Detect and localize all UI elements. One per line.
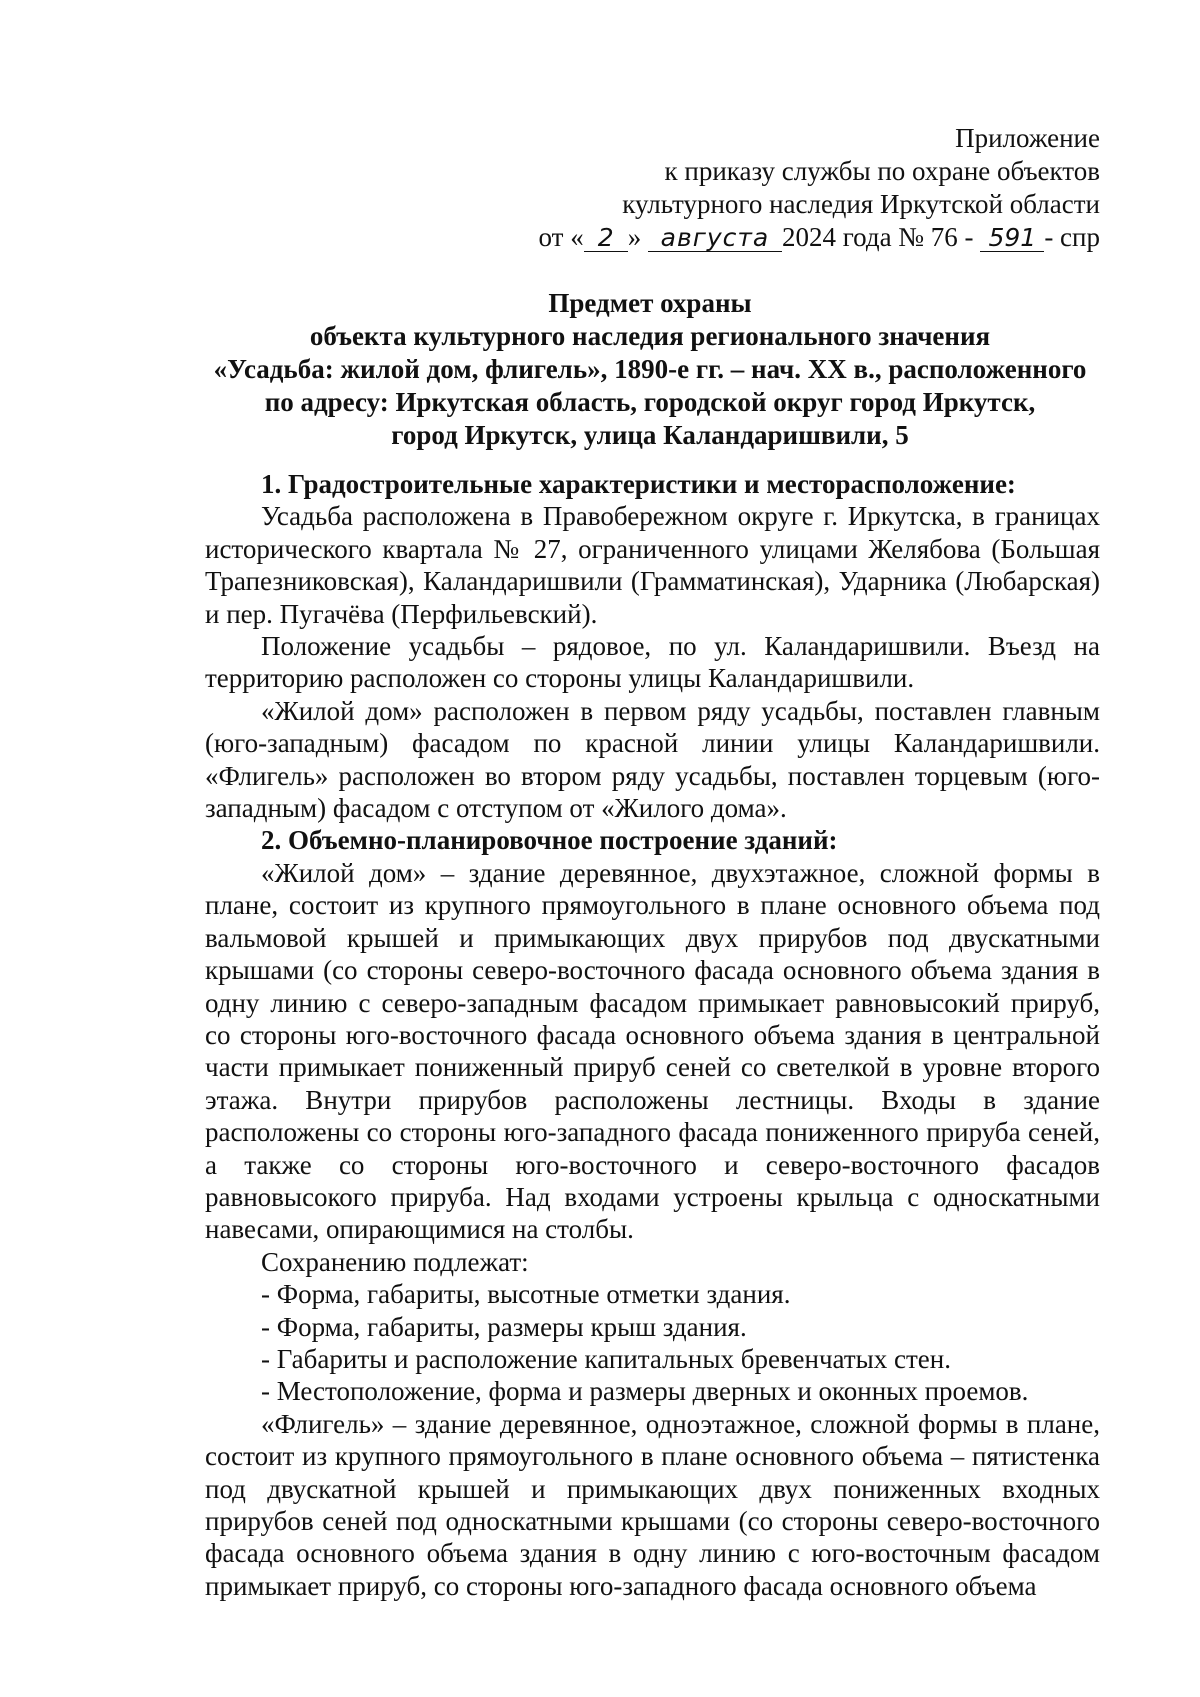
handwritten-day: 2 bbox=[584, 225, 628, 252]
handwritten-order-number: 591 bbox=[980, 225, 1044, 252]
section-heading: 2. Объемно-планировочное построение зданий: bbox=[261, 825, 838, 856]
list-item: - Габариты и расположение капитальных бревенчатых стен. bbox=[261, 1343, 951, 1374]
paragraph: «Жилой дом» – здание деревянное, двухэтажное, сложной формы в плане, состоит из крупного прямоугольного в плане основного объема под вальмовой крышей и примыкающих двух прирубов под двускатными крышами (со стороны северо-восточного фасада основного объема здания в одну линию с северо-западным фасадом примыкает равновысокий прируб, со стороны юго-восточного фасада основного объема здания в центральной части примыкает пониженный прируб сеней со светелкой в уровне второго этажа. Внутри прирубов расположены лестницы. Входы в здание расположены со стороны юго-западного фасада пониженного прируба сеней, а также со стороны юго-восточного и северо-восточного фасадов равновысокого прируба. Над входами устроены крыльца с односкатными навесами, опирающимися на столбы. bbox=[205, 857, 1100, 1245]
preserve-intro: Сохранению подлежат: bbox=[261, 1246, 529, 1277]
appendix-order-ref: к приказу службы по охране объектов bbox=[664, 156, 1100, 186]
paragraph: «Флигель» – здание деревянное, одноэтажное, сложной формы в плане, состоит из крупного прямоугольного в плане основного объема – пятистенка под двускатной крышей и примыкающих двух пониженных входных прирубов сеней под односкатными крышами (со стороны северо-восточного фасада основного объема здания в одну линию с юго-восточным фасадом примыкает прируб, со стороны юго-западного фасада основного объема bbox=[205, 1408, 1100, 1601]
paragraph: «Жилой дом» расположен в первом ряду усадьбы, поставлен главным (юго-западным) фасадом по красной линии улицы Каландаришвили. «Флигель» расположен во втором ряду усадьбы, поставлен торцевым (юго-западным) фасадом с отступом от «Жилого дома». bbox=[205, 695, 1100, 824]
document-body bbox=[205, 468, 1100, 1602]
list-item: - Местоположение, форма и размеры дверных и оконных проемов. bbox=[261, 1376, 1029, 1407]
quote-close: » bbox=[627, 222, 642, 252]
title-line: объекта культурного наследия регионального значения bbox=[309, 321, 991, 351]
appendix-authority: культурного наследия Иркутской области bbox=[622, 189, 1100, 219]
title-line: «Усадьба: жилой дом, флигель», 1890-е гг. – нач. XX в., расположенного bbox=[213, 354, 1087, 384]
appendix-label: Приложение bbox=[955, 123, 1100, 153]
appendix-header bbox=[539, 122, 1101, 254]
year-text: 2024 года № 76 - bbox=[781, 222, 974, 252]
paragraph: Положение усадьбы – рядовое, по ул. Каландаришвили. Въезд на территорию расположен со стороны улицы Каландаришвили. bbox=[205, 631, 1100, 694]
section-heading: 1. Градостроительные характеристики и месторасположение: bbox=[261, 469, 1016, 499]
appendix-date-line bbox=[539, 221, 1101, 254]
title-line: по адресу: Иркутская область, городской округ город Иркутск, bbox=[264, 387, 1036, 417]
document-title bbox=[200, 287, 1100, 452]
title-line: Предмет охраны bbox=[548, 288, 752, 318]
order-suffix: - спр bbox=[1044, 222, 1100, 252]
list-item: - Форма, габариты, размеры крыш здания. bbox=[261, 1311, 747, 1342]
date-prefix: от « bbox=[538, 222, 584, 252]
handwritten-month: августа bbox=[648, 225, 782, 252]
paragraph: Усадьба расположена в Правобережном округе г. Иркутска, в границах исторического квартала № 27, ограниченного улицами Желябова (Большая Трапезниковская), Каландаришвили (Грамматинская), Ударника (Любарская) и пер. Пугачёва (Перфильевский). bbox=[205, 501, 1100, 629]
title-line: город Иркутск, улица Каландаришвили, 5 bbox=[391, 420, 909, 450]
list-item: - Форма, габариты, высотные отметки здания. bbox=[261, 1279, 791, 1310]
